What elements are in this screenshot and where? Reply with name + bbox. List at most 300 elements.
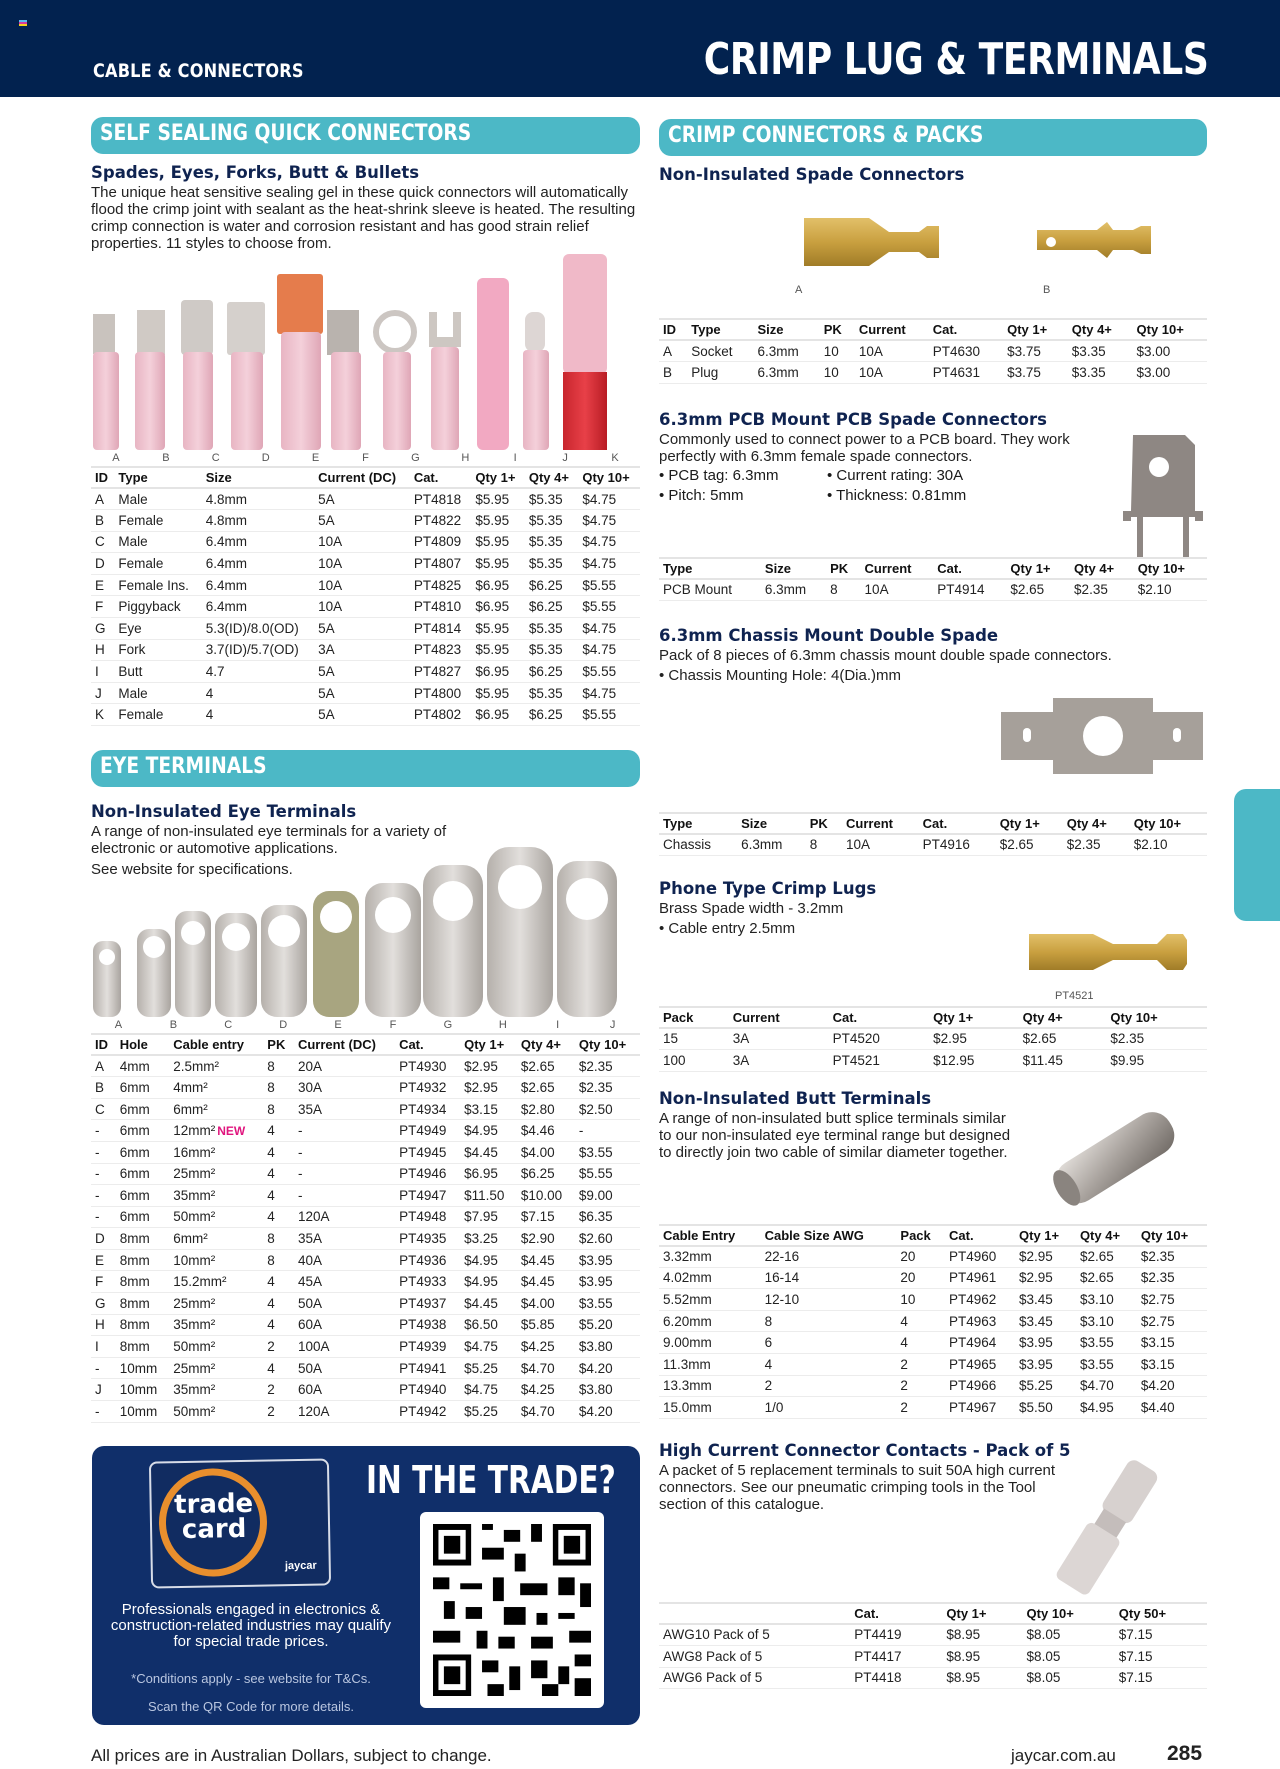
image-label: F [362,452,369,464]
table-cell: 2 [263,1401,294,1423]
table-row [91,553,640,575]
table-cell: PT4961 [945,1267,1015,1289]
table-cell: Male [114,488,201,510]
table-cell: PT4965 [945,1354,1015,1376]
table-cell: $11.45 [1019,1049,1107,1071]
table-row [659,1267,1207,1289]
table-cell: 4 [896,1332,945,1354]
table-cell: Piggyback [114,596,201,618]
table-cell: $8.95 [942,1645,1022,1667]
table-header-row [659,558,1207,579]
table-cell: Fork [114,639,201,661]
table-cell: K [91,704,114,726]
table-cell: 6mm [116,1206,170,1228]
table-cell: $5.35 [525,488,579,510]
table-cell: 40A [294,1249,395,1271]
column-header: Cat. [945,1225,1015,1246]
table-cell: $3.55 [575,1293,640,1315]
table-row [91,618,640,640]
table-cell: $2.65 [1076,1246,1137,1268]
table-cell: - [294,1185,395,1207]
table-cell: 6mm [116,1163,170,1185]
table-cell: 2 [896,1397,945,1419]
column-header: Qty 10+ [1134,558,1207,579]
table-row [91,639,640,661]
table-cell: 8 [826,579,860,601]
table-cell: PT4418 [850,1667,942,1689]
table-cell: $11.50 [460,1185,517,1207]
table-cell: 8 [263,1098,294,1120]
image-label: B [169,1019,178,1032]
table-cell: 5A [314,661,410,683]
page-number: 285 [1167,1742,1203,1765]
table-row [91,1336,640,1358]
table-cell: $8.95 [942,1624,1022,1646]
column-header: Hole [116,1034,170,1055]
table-cell: $3.75 [1003,340,1068,362]
table-cell: A [659,340,687,362]
table-cell: $2.65 [1076,1267,1137,1289]
table-header-row [659,1603,1207,1624]
table-row [91,1401,640,1423]
table-row [91,1293,640,1315]
table-row [659,1289,1207,1311]
table-cell: 50mm² [169,1401,263,1423]
table-cell: $3.55 [1076,1354,1137,1376]
table-cell: $4.20 [575,1357,640,1379]
table-cell: 8mm [116,1228,170,1250]
table-cell: 20A [294,1055,395,1077]
table-row [91,596,640,618]
table-cell: J [91,1379,116,1401]
table-row [659,1310,1207,1332]
table-cell: PT4947 [395,1185,460,1207]
table-row [91,682,640,704]
column-header: Qty 10+ [575,1034,640,1055]
table-cell: - [91,1163,116,1185]
table-cell: Female [114,704,201,726]
spade-connectors-table [659,318,1207,384]
column-header: Qty 10+ [1133,319,1208,340]
table-cell: $5.50 [1015,1397,1076,1419]
table-cell: 8 [263,1055,294,1077]
column-header: Current [861,558,934,579]
table-row [659,1028,1207,1050]
table-cell: $12.95 [929,1049,1019,1071]
table-cell: 25mm² [169,1293,263,1315]
table-cell: PT4963 [945,1310,1015,1332]
table-cell: 60A [294,1379,395,1401]
table-cell: $2.95 [1015,1246,1076,1268]
table-cell: 100 [659,1049,729,1071]
product-bullet: • Cable entry 2.5mm [659,919,796,937]
table-cell: 10A [842,834,919,856]
table-cell: Butt [114,661,201,683]
spec-bullets [659,466,979,506]
table-cell: 10A [314,574,410,596]
table-cell: 4 [202,682,314,704]
table-cell: $5.35 [525,510,579,532]
image-label: B [162,452,170,464]
table-cell: 8 [263,1077,294,1099]
table-cell: 4 [761,1354,897,1376]
table-cell: $2.75 [1137,1310,1207,1332]
price-disclaimer: All prices are in Australian Dollars, subject to change. [91,1746,492,1765]
table-cell: Male [114,682,201,704]
table-cell: $5.95 [471,639,525,661]
column-header: Size [761,558,826,579]
table-cell: 4 [263,1163,294,1185]
table-cell: PT4946 [395,1163,460,1185]
table-cell: $6.25 [525,574,579,596]
color-registration-mark [19,20,27,27]
image-label: J [562,452,568,464]
table-cell: 15.0mm [659,1397,761,1419]
table-cell: 60A [294,1314,395,1336]
table-cell: 8 [263,1228,294,1250]
left-column [91,117,640,1423]
table-cell: PT4935 [395,1228,460,1250]
table-cell: $6.35 [575,1206,640,1228]
column-header: Type [114,467,201,488]
table-cell: PT4938 [395,1314,460,1336]
table-cell: PT4960 [945,1246,1015,1268]
column-header: Cat. [850,1603,942,1624]
column-header: Cat. [395,1034,460,1055]
column-header: Pack [659,1007,729,1028]
table-cell: $5.35 [525,639,579,661]
table-cell: 6.3mm [754,362,820,384]
table-cell: D [91,1228,116,1250]
column-header: Qty 10+ [1023,1603,1115,1624]
table-cell: $2.65 [517,1055,575,1077]
table-cell: $5.95 [471,553,525,575]
table-cell: PT4934 [395,1098,460,1120]
table-cell: 10mm² [169,1249,263,1271]
table-cell: $5.35 [525,618,579,640]
table-cell: 50mm² [169,1336,263,1358]
new-badge: NEW [217,1124,246,1139]
table-cell: $3.25 [460,1228,517,1250]
table-cell: PT4939 [395,1336,460,1358]
table-cell: 10mm [116,1357,170,1379]
trade-promo-panel [92,1446,640,1725]
table-cell: Female [114,553,201,575]
table-row [659,1246,1207,1268]
qr-code-icon [433,1524,591,1696]
table-cell: $3.75 [1003,362,1068,384]
table-cell: 6 [761,1332,897,1354]
table-cell: 11.3mm [659,1354,761,1376]
table-row [91,1120,640,1142]
table-cell: PT4932 [395,1077,460,1099]
column-header: Cat. [919,813,996,834]
table-cell: - [91,1206,116,1228]
table-cell: $3.00 [1133,362,1208,384]
table-cell: A [91,488,114,510]
column-header: Qty 10+ [578,467,640,488]
column-header: Cat. [410,467,472,488]
table-cell: 10 [820,362,855,384]
table-row [659,1624,1207,1646]
table-cell: 35A [294,1098,395,1120]
table-cell: 35mm² [169,1314,263,1336]
image-label: E [334,1019,342,1032]
column-header: PK [806,813,842,834]
table-cell: 45A [294,1271,395,1293]
butt-block [659,1110,1207,1224]
qr-code[interactable] [420,1512,604,1708]
page-title: CRIMP LUG & TERMINALS [703,34,1208,85]
table-cell: - [294,1141,395,1163]
table-cell: $7.95 [460,1206,517,1228]
trade-scan-note: Scan the QR Code for more details. [148,1699,354,1714]
product-heading: 6.3mm Chassis Mount Double Spade [659,625,999,645]
bullet: • PCB tag: 6.3mm [659,466,779,484]
table-cell: $6.95 [460,1163,517,1185]
table-cell: $4.75 [578,639,640,661]
table-cell: A [91,1055,116,1077]
self-sealing-connectors-image [91,252,640,452]
column-header: ID [659,319,687,340]
column-header: Qty 1+ [1003,319,1068,340]
table-cell: $8.05 [1023,1667,1115,1689]
table-cell: $2.60 [575,1228,640,1250]
table-cell: 6.3mm [737,834,806,856]
column-header: Type [659,813,737,834]
table-row [91,1163,640,1185]
table-cell: PT4827 [410,661,472,683]
table-cell: 4.8mm [202,510,314,532]
table-cell: 25mm² [169,1163,263,1185]
column-header: Current (DC) [294,1034,395,1055]
product-heading: Non-Insulated Eye Terminals [91,802,357,822]
table-cell: $9.95 [1106,1049,1207,1071]
table-row [91,661,640,683]
image-label: B [1043,284,1051,296]
table-cell: B [91,1077,116,1099]
table-cell: 8mm [116,1249,170,1271]
table-cell: 50mm² [169,1206,263,1228]
section-banner-crimp: CRIMP CONNECTORS & PACKS [659,119,1207,156]
phone-block [659,900,1207,1006]
table-cell: $4.46 [517,1120,575,1142]
table-cell: $2.35 [1070,579,1134,601]
table-cell: 2 [263,1379,294,1401]
connector-illustration-icon [91,252,640,452]
table-cell: 4 [263,1293,294,1315]
table-cell: 6.4mm [202,553,314,575]
table-cell: 5A [314,488,410,510]
table-row [91,488,640,510]
column-header: PK [820,319,855,340]
table-cell: $6.25 [525,596,579,618]
table-cell: 6.4mm [202,531,314,553]
image-label: H [498,1019,507,1032]
table-cell: 12mm² NEW [169,1120,263,1142]
column-header: Type [687,319,753,340]
table-cell: 22-16 [761,1246,897,1268]
column-header: PK [263,1034,294,1055]
table-cell: PCB Mount [659,579,761,601]
table-cell: PT4822 [410,510,472,532]
table-cell: PT4936 [395,1249,460,1271]
table-cell: 15 [659,1028,729,1050]
table-cell: $5.95 [471,531,525,553]
high-current-block [659,1462,1207,1592]
table-cell: $5.95 [471,488,525,510]
table-cell: 4.7 [202,661,314,683]
table-cell: 20 [896,1267,945,1289]
table-cell: $3.15 [1137,1332,1207,1354]
table-cell: 2 [263,1336,294,1358]
table-cell: $4.45 [517,1249,575,1271]
table-cell: $4.75 [578,553,640,575]
high-current-table [659,1602,1207,1689]
column-header: Qty 1+ [942,1603,1022,1624]
table-cell: 6mm² [169,1228,263,1250]
table-cell: 5.3(ID)/8.0(OD) [202,618,314,640]
table-cell: $3.10 [1076,1310,1137,1332]
table-row [659,1667,1207,1689]
table-cell: $2.35 [1063,834,1130,856]
table-cell: 10A [861,579,934,601]
column-header: Size [754,319,820,340]
table-row [91,510,640,532]
table-cell: $2.35 [1137,1246,1207,1268]
table-cell: $5.25 [460,1357,517,1379]
section-index-tab[interactable] [1234,789,1280,921]
table-cell: PT4962 [945,1289,1015,1311]
table-cell: 100A [294,1336,395,1358]
table-cell: $2.65 [517,1077,575,1099]
phone-lugs-table [659,1006,1207,1072]
table-cell: I [91,661,114,683]
column-header: Pack [896,1225,945,1246]
table-cell: PT4940 [395,1379,460,1401]
table-cell: F [91,596,114,618]
table-cell: $2.35 [575,1055,640,1077]
table-cell: $2.95 [929,1028,1019,1050]
product-description: Pack of 8 pieces of 6.3mm chassis mount double spade connectors. [659,646,1112,664]
table-cell: 16mm² [169,1141,263,1163]
table-cell: $4.25 [517,1336,575,1358]
column-header: Qty 1+ [996,813,1063,834]
product-heading: Non-Insulated Butt Terminals [659,1088,932,1108]
butt-splice-icon [1039,1096,1189,1216]
column-header: Qty 1+ [471,467,525,488]
product-description: The unique heat sensitive sealing gel in these quick connectors will automatically flood the crimp joint with sealant as the heat-shrink sleeve is heated. The resulting crimp connection is water and corrosion resistant and has good strain relief properties. 11 styles to choose from. [91,184,636,252]
table-cell: $4.70 [517,1357,575,1379]
table-row [91,1314,640,1336]
table-cell: 6mm [116,1077,170,1099]
spade-connector-icon [659,184,1207,304]
table-cell: I [91,1336,116,1358]
table-cell: 3A [314,639,410,661]
table-cell: $7.15 [1115,1645,1207,1667]
trade-conditions: *Conditions apply - see website for T&Cs. [131,1671,371,1686]
image-label: G [411,452,420,464]
table-row [91,1249,640,1271]
table-row [659,1397,1207,1419]
column-header: Current [842,813,919,834]
table-cell: 10A [855,362,929,384]
bullet: • Pitch: 5mm [659,486,744,504]
phone-lug-icon [1027,920,1207,980]
table-cell: PT4809 [410,531,472,553]
table-cell: PT4807 [410,553,472,575]
column-header: Qty 4+ [525,467,579,488]
table-cell: $6.95 [471,574,525,596]
table-row [91,704,640,726]
trade-card-logo [149,1458,331,1588]
table-cell: 6mm [116,1185,170,1207]
website-link[interactable]: jaycar.com.au [1011,1746,1116,1765]
table-cell: 5.52mm [659,1289,761,1311]
table-cell: 6.4mm [202,574,314,596]
table-cell: $6.95 [471,704,525,726]
table-cell: PT4914 [933,579,1006,601]
table-cell: $7.15 [1115,1624,1207,1646]
table-cell: PT4930 [395,1055,460,1077]
table-cell: 6.3mm [754,340,820,362]
column-header: Size [737,813,806,834]
table-cell: 8mm [116,1271,170,1293]
column-header: Qty 1+ [929,1007,1019,1028]
table-cell: 12-10 [761,1289,897,1311]
table-cell: PT4964 [945,1332,1015,1354]
table-cell: AWG10 Pack of 5 [659,1624,850,1646]
table-cell: PT4802 [410,704,472,726]
column-header: Qty 10+ [1130,813,1207,834]
table-cell: 10 [820,340,855,362]
table-cell: PT4825 [410,574,472,596]
table-cell: PT4937 [395,1293,460,1315]
table-cell: D [91,553,114,575]
table-cell: $2.95 [1015,1267,1076,1289]
table-cell: $2.35 [575,1077,640,1099]
table-cell: 6mm [116,1120,170,1142]
column-header: Cable entry [169,1034,263,1055]
column-header: ID [91,467,114,488]
table-cell: $4.75 [578,531,640,553]
table-cell: $4.20 [1137,1375,1207,1397]
image-label: C [224,1019,233,1032]
image-label: PT4521 [1055,989,1094,1002]
pcb-spade-icon [1119,431,1207,557]
column-header: Cat. [929,319,1003,340]
table-cell: 13.3mm [659,1375,761,1397]
column-header: Size [202,467,314,488]
table-row [91,1055,640,1077]
table-cell: $5.55 [578,574,640,596]
table-cell: - [91,1401,116,1423]
image-label: K [611,452,619,464]
column-header: Qty 1+ [460,1034,517,1055]
image-labels [91,452,640,466]
table-cell: PT4948 [395,1206,460,1228]
table-cell: $3.95 [1015,1332,1076,1354]
table-cell: $2.95 [460,1055,517,1077]
table-cell: $2.35 [1106,1028,1207,1050]
self-sealing-table [91,466,640,726]
table-cell: $5.55 [575,1163,640,1185]
table-cell: $8.05 [1023,1624,1115,1646]
table-cell: $2.35 [1137,1267,1207,1289]
table-row [91,1077,640,1099]
column-header: Current [729,1007,829,1028]
eye-terminals-block [91,823,640,1019]
